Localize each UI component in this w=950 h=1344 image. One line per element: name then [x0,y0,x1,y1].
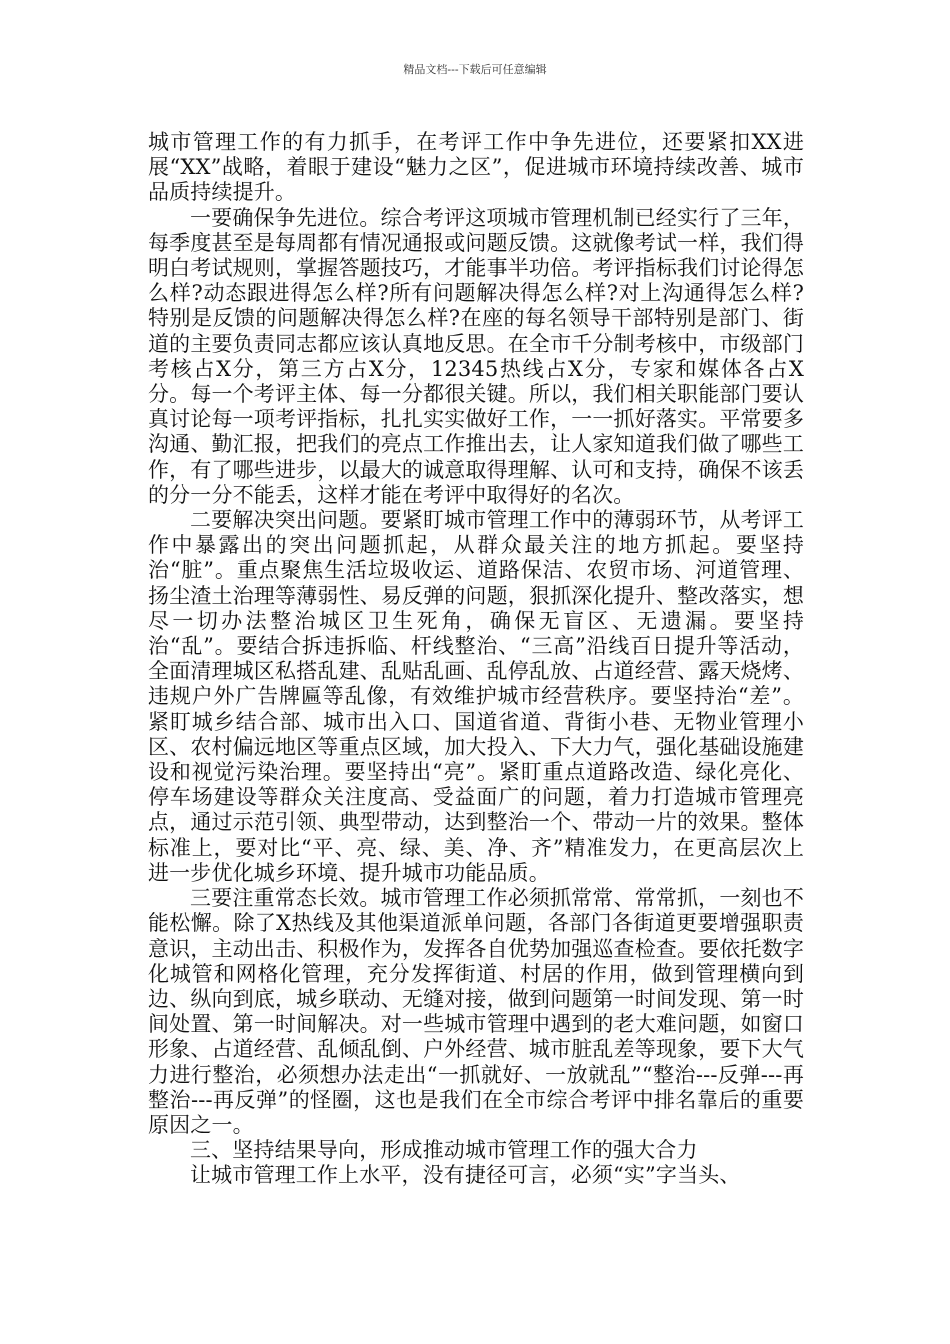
paragraph-three: 三要注重常态长效。城市管理工作必须抓常常、常常抓，一刻也不能松懈。除了X热线及其他渠道派单问题，各部门各街道更要增强职责意识，主动出击、积极作为，发挥各自优势加强巡查检查。要依托数字化城管和网格化管理，充分发挥街道、村居的作用，做到管理横向到边、纵向到底，城乡联动、无缝对接，做到问题第一时间发现、第一时间处置、第一时间解决。对一些城市管理中遇到的老大难问题，如窗口形象、占道经营、乱倾乱倒、户外经营、城市脏乱差等现象，要下大气力进行整治，必须想办法走出“一抓就好、一放就乱”“整治---反弹---再整治---再反弹”的怪圈，这也是我们在全市综合考评中排名靠后的重要原因之一。 [148,886,804,1137]
paragraph-two: 二要解决突出问题。要紧盯城市管理工作中的薄弱环节，从考评工作中暴露出的突出问题抓起，从群众最关注的地方抓起。要坚持治“脏”。重点聚焦生活垃圾收运、道路保洁、农贸市场、河道管理、扬尘渣土治理等薄弱性、易反弹的问题，狠抓深化提升、整改落实，想尽一切办法整治城区卫生死角，确保无盲区、无遗漏。要坚持治“乱”。要结合拆违拆临、杆线整治、“三高”沿线百日提升等活动，全面清理城区私搭乱建、乱贴乱画、乱停乱放、占道经营、露天烧烤、违规户外广告牌匾等乱像，有效维护城市经营秩序。要坚持治“差”。紧盯城乡结合部、城市出入口、国道省道、背街小巷、无物业管理小区、农村偏远地区等重点区域，加大投入、下大力气，强化基础设施建设和视觉污染治理。要坚持出“亮”。紧盯重点道路改造、绿化亮化、停车场建设等群众关注度高、受益面广的问题，着力打造城市管理亮点，通过示范引领、典型带动，达到整治一个、带动一片的效果。整体标准上，要对比“平、亮、绿、美、净、齐”精准发力，在更高层次上进一步优化城乡环境、提升城市功能品质。 [148,508,804,885]
paragraph-four: 让城市管理工作上水平，没有捷径可言，必须“实”字当头、 [190,1163,741,1188]
document-body [148,130,804,1189]
section-heading: 三、坚持结果导向，形成推动城市管理工作的强大合力 [190,1138,698,1163]
page-header: 精品文档---下载后可任意编辑 [403,63,547,76]
paragraph-continuation: 城市管理工作的有力抓手，在考评工作中争先进位，还要紧扣XX进展“XX”战略，着眼于建设“魅力之区”，促进城市环境持续改善、城市品质持续提升。 [148,130,804,205]
paragraph-one: 一要确保争先进位。综合考评这项城市管理机制已经实行了三年，每季度甚至是每周都有情况通报或问题反馈。这就像考试一样，我们得明白考试规则，掌握答题技巧，才能事半功倍。考评指标我们讨论得怎么样?动态跟进得怎么样?所有问题解决得怎么样?对上沟通得怎么样?特别是反馈的问题解决得怎么样?在座的每名领导干部特别是部门、街道的主要负责同志都应该认真地反思。在全市千分制考核中，市级部门考核占X分，第三方占X分，12345热线占X分，专家和媒体各占X分。每一个考评主体、每一分都很关键。所以，我们相关职能部门要认真讨论每一项考评指标，扎扎实实做好工作，一一抓好落实。平常要多沟通、勤汇报，把我们的亮点工作推出去，让人家知道我们做了哪些工作，有了哪些进步，以最大的诚意取得理解、认可和支持，确保不该丢的分一分不能丢，这样才能在考评中取得好的名次。 [148,205,804,507]
